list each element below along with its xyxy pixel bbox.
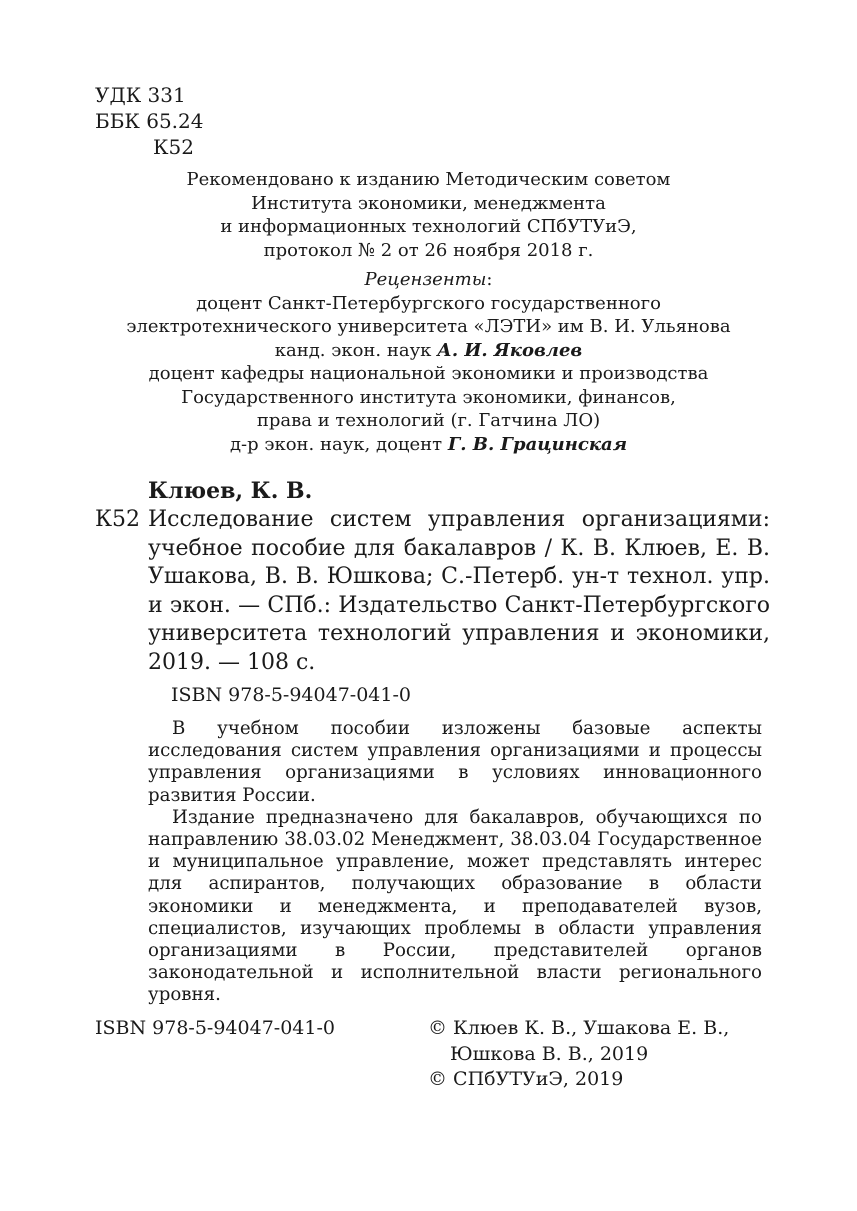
- reviewer-2-name: Г. В. Грацинская: [447, 433, 628, 455]
- reviewer-1-credentials: канд. экон. наук А. И. Яковлев: [274, 339, 583, 361]
- reviewer-2-affiliation: Государственного института экономики, финансов,: [181, 386, 676, 408]
- recommendation-line: протокол № 2 от 26 ноября 2018 г.: [263, 239, 594, 261]
- reviewer-1-affiliation: электротехнического университета «ЛЭТИ» им В. И. Ульянова: [126, 316, 731, 337]
- udk-code: УДК 331: [95, 83, 186, 107]
- copyright-authors: © Клюев К. В., Ушакова Е. В.,: [428, 1017, 730, 1039]
- recommendation-line: Института экономики, менеджмента: [251, 192, 606, 214]
- isbn-footer: ISBN 978-5-94047-041-0: [95, 1017, 335, 1039]
- isbn-record: ISBN 978-5-94047-041-0: [171, 684, 411, 706]
- author-cipher-code: К52: [153, 135, 194, 159]
- reviewer-1-position: доцент Санкт-Петербургского государственного: [196, 292, 661, 314]
- reviewers-heading: Рецензенты:: [364, 269, 493, 290]
- annotation-paragraph: В учебном пособии изложены базовые аспекты исследования систем управления организациями и процессы управления организациями в условиях инновационного развития России.: [148, 718, 762, 806]
- copyright-authors-cont: Юшкова В. В., 2019: [450, 1042, 649, 1065]
- bibliographic-description: Исследование систем управления организациями: учебное пособие для бакалавров / К. В. Клюев, Е. В. Ушакова, В. В. Юшкова; С.-Петерб. ун-т технол. упр. и экон. — СПб.: Издательство Санкт-Петербургского университета технологий управления и экономики, 2019. — 108 с.: [148, 507, 770, 675]
- annotation-paragraph: Издание предназначено для бакалавров, обучающихся по направлению 38.03.02 Менеджмент, 38.03.04 Государственное и муниципальное управление, может представлять интерес для аспирантов, получающих образование в области экономики и менеджмента, и преподавателей вузов, специалистов, изучающих проблемы в области управления организациями в России, представителей органов законодательной и исполнительной власти регионального уровня.: [148, 806, 762, 1006]
- recommendation-line: Рекомендовано к изданию Методическим советом: [186, 169, 671, 190]
- recommendation-line: и информационных технологий СПбУТУиЭ,: [220, 216, 637, 237]
- annotation: [148, 718, 762, 1007]
- reviewer-2-affiliation-cont: права и технологий (г. Гатчина ЛО): [256, 410, 601, 431]
- reviewer-2-credentials: д-р экон. наук, доцент Г. В. Грацинская: [229, 433, 628, 455]
- bibliographic-cipher: К52: [95, 507, 141, 532]
- copyright-block: [428, 1016, 729, 1093]
- bbk-code: ББК 65.24: [95, 109, 204, 133]
- author-heading: Клюев, К. В.: [148, 478, 313, 504]
- classification-codes: [95, 82, 204, 160]
- recommendation-block: [60, 168, 797, 262]
- reviewer-2-position: доцент кафедры национальной экономики и производства: [148, 363, 709, 384]
- reviewers-block: [60, 268, 797, 456]
- copyright-publisher: © СПбУТУиЭ, 2019: [428, 1068, 624, 1090]
- reviewer-1-name: А. И. Яковлев: [437, 339, 583, 361]
